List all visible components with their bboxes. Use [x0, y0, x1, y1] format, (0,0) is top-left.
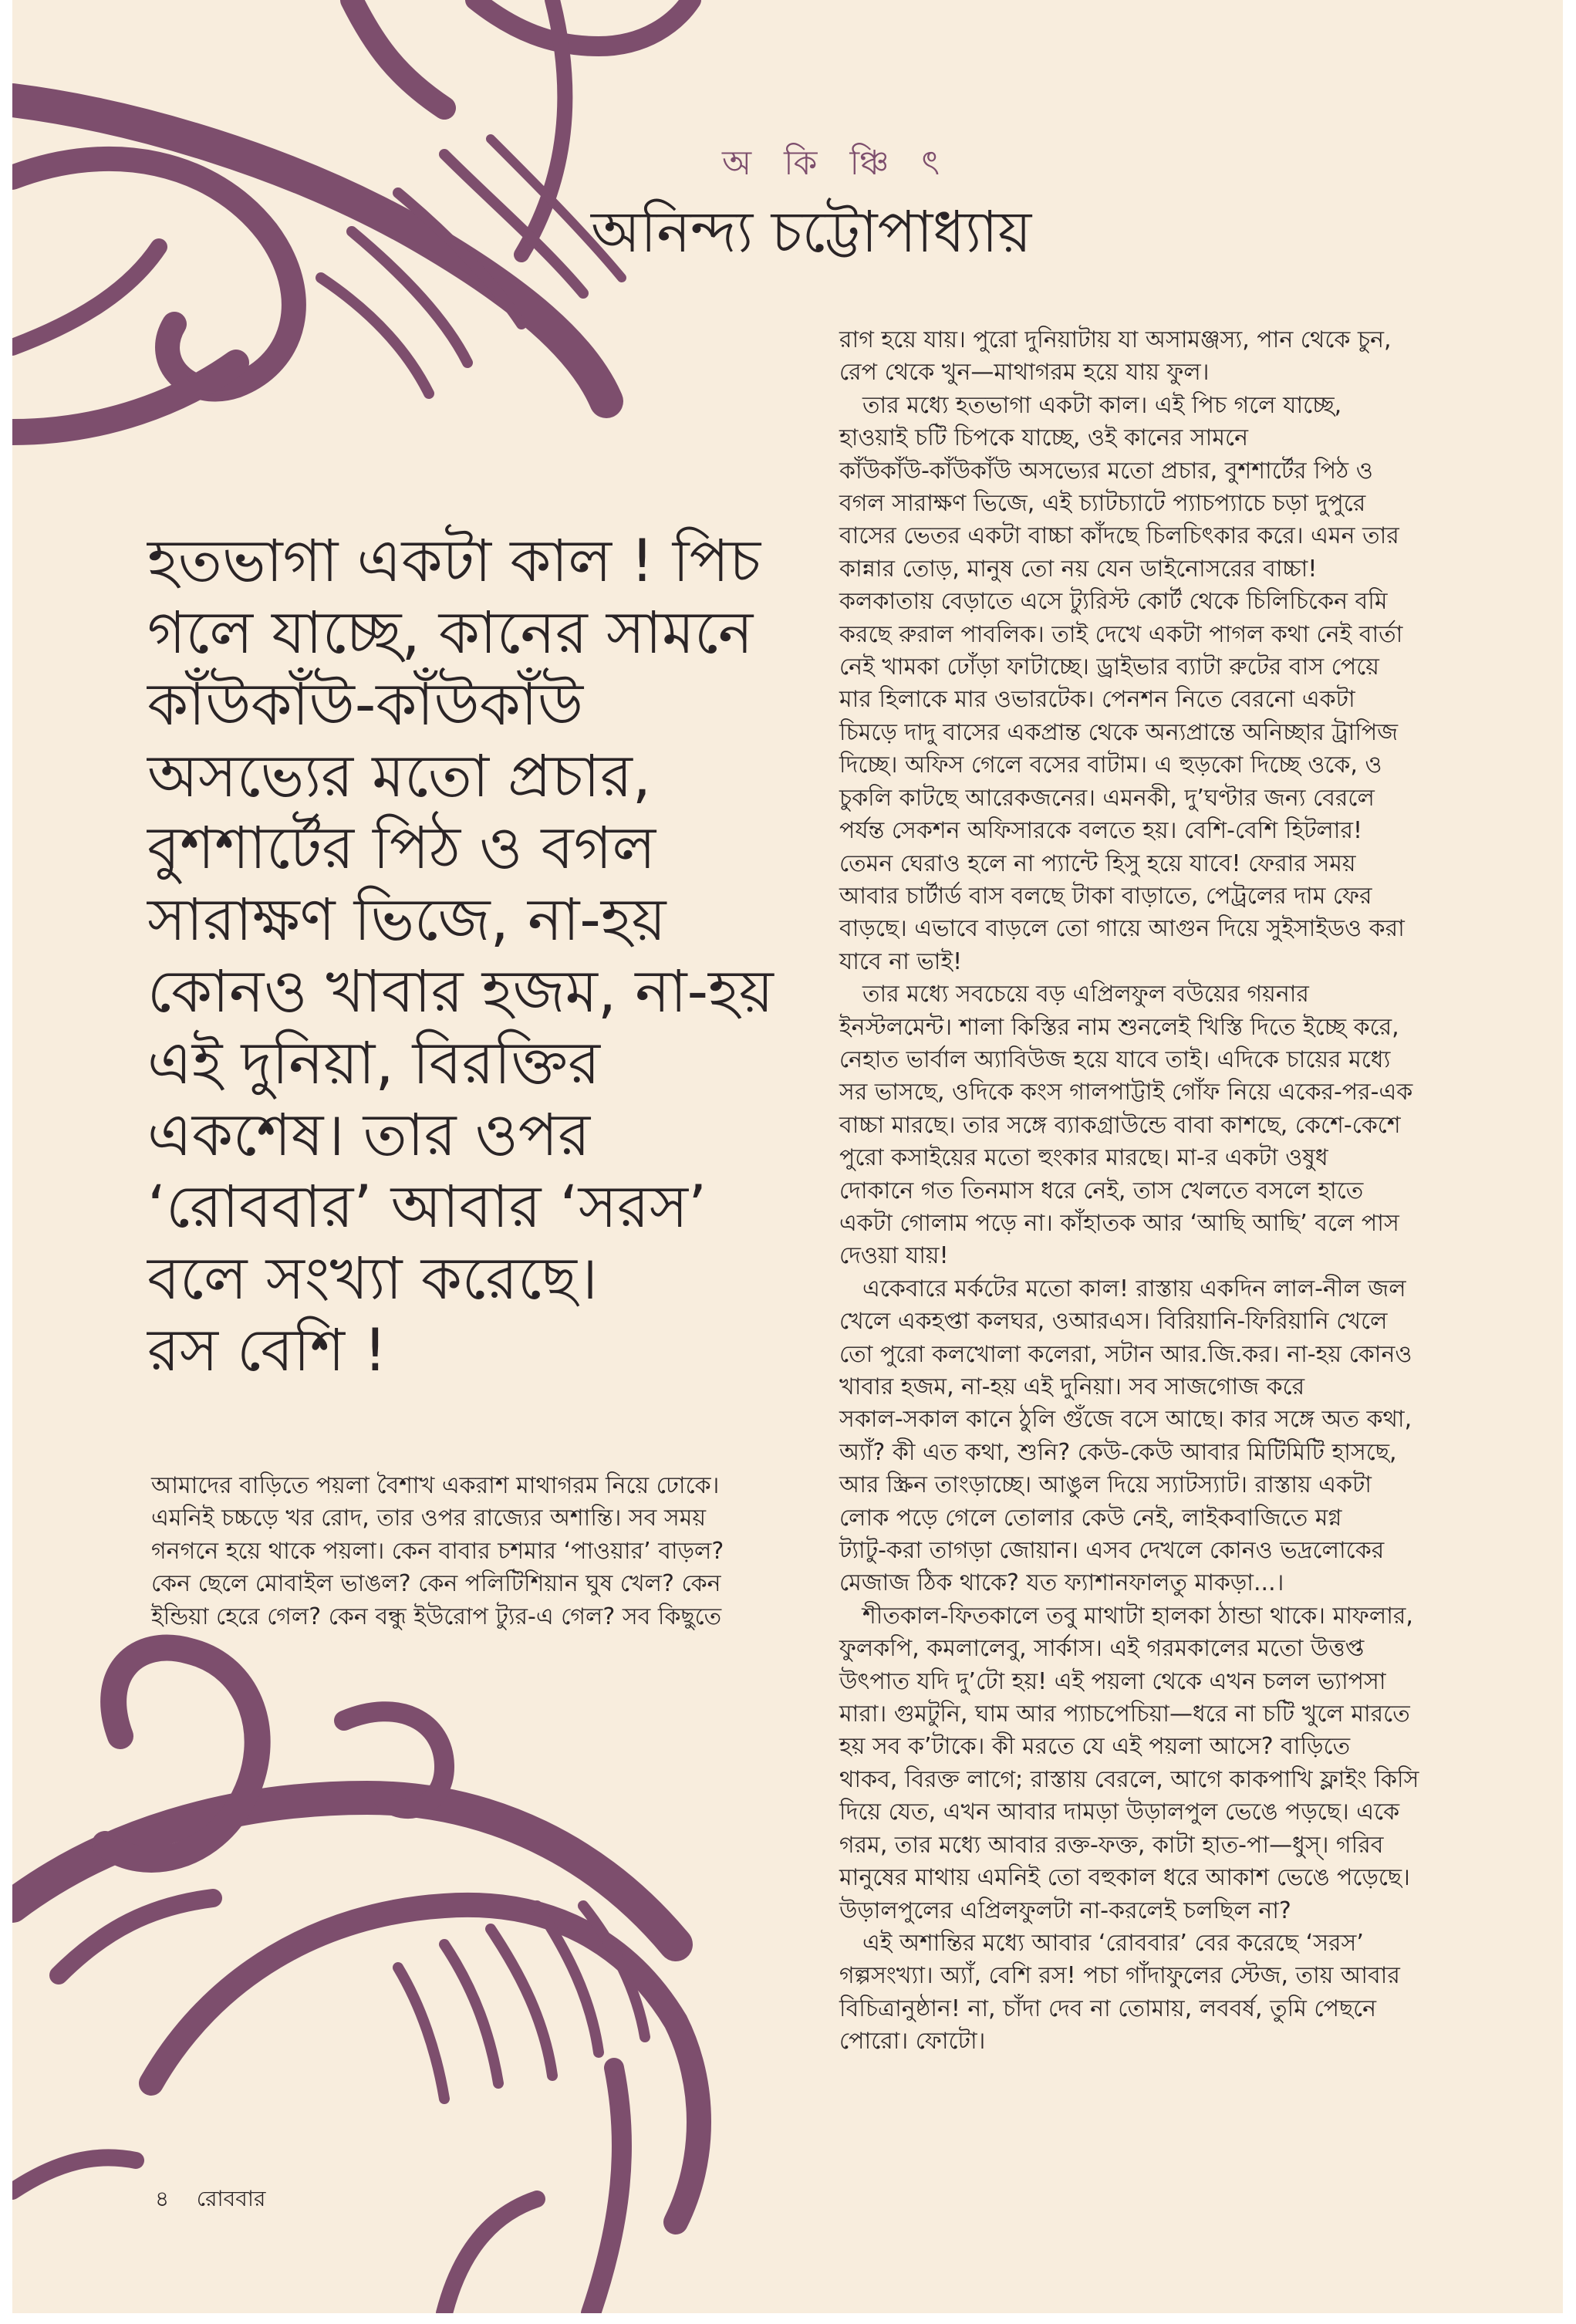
pull-quote-line: একশেষ। তার ওপর — [147, 1100, 591, 1169]
text-line: বাড়ছে। এভাবে বাড়লে তো গায়ে আগুন দিয়ে সুইসাইডও করা — [839, 915, 1405, 943]
text-line: তার মধ্যে হতভাগা একটা কাল। এই পিচ গলে যাচ্ছে, — [862, 391, 1342, 419]
text-line: মারা। গুমটুনি, ঘাম আর প্যাচপেচিয়া—ধরে না চটি খুলে মারতে — [839, 1701, 1410, 1728]
text-line: হয় সব ক’টাকে। কী মরতে যে এই পয়লা আসে? বাড়িতে — [839, 1733, 1351, 1761]
text-line: দোকানে গত তিনমাস ধরে নেই, তাস খেলতে বসলে হাতে — [839, 1177, 1364, 1204]
text-line: করছে রুরাল পাবলিক। তাই দেখে একটা পাগল কথা নেই বার্তা — [839, 620, 1403, 648]
text-line: যাবে না ভাই! — [839, 948, 963, 975]
text-line: কান্নার তোড়, মানুষ তো নয় যেন ডাইনোসরের বাচ্চা! — [839, 555, 1318, 583]
text-line: বগল সারাক্ষণ ভিজে, এই চ্যাটচ্যাটে প্যাচপ্যাচে চড়া দুপুরে — [839, 490, 1366, 518]
text-line: খাবার হজম, না-হয় এই দুনিয়া। সব সাজগোজ করে — [839, 1373, 1305, 1400]
magazine-page — [12, 0, 1563, 2313]
pull-quote-line: ‘রোববার’ আবার ‘সরস’ — [147, 1172, 707, 1241]
text-line: এমনিই চচ্চড়ে খর রোদ, তার ওপর রাজ্যের অশান্তি। সব সময় — [151, 1505, 707, 1532]
text-line: সকাল-সকাল কানে ঠুলি গুঁজে বসে আছে। কার সঙ্গে অত কথা, — [839, 1406, 1412, 1434]
text-line: বাচ্চা মারছে। তার সঙ্গে ব্যাকগ্রাউন্ডে বাবা কাশছে, কেশে-কেশে — [839, 1111, 1401, 1139]
pull-quote-line: বলে সংখ্যা করেছে। — [147, 1244, 598, 1312]
text-line: একেবারে মর্কটের মতো কাল! রাস্তায় একদিন লাল-নীল জল — [862, 1275, 1406, 1302]
text-line: শীতকাল-ফিতকালে তবু মাথাটা হালকা ঠান্ডা থাকে। মাফলার, — [862, 1602, 1413, 1630]
text-line: থাকব, বিরক্ত লাগে; রাস্তায় বেরলে, আগে কাকপাখি ফ্লাইং কিসি — [839, 1765, 1419, 1793]
text-line: পর্যন্ত সেকশন অফিসারকে বলতে হয়। বেশি-বেশি হিটলার! — [839, 817, 1363, 845]
text-line: ইন্ডিয়া হেরে গেল? কেন বন্ধু ইউরোপ ট্যুর-এ গেল? সব কিছুতে — [151, 1603, 722, 1630]
text-line: নেই খামকা ঢোঁড়া ফাটাচ্ছে। ড্রাইভার ব্যাটা রুটের বাস পেয়ে — [839, 654, 1379, 681]
text-line: বিচিত্রানুষ্ঠান! না, চাঁদা দেব না তোমায়, লববর্ষ, তুমি পেছনে — [839, 1995, 1377, 2022]
text-line: তেমন ঘেরাও হলে না প্যান্টে হিসু হয়ে যাবে! ফেরার সময় — [839, 850, 1356, 877]
text-line: অ্যাঁ? কী এত কথা, শুনি? কেউ-কেউ আবার মিটিমিটি হাসছে, — [839, 1438, 1397, 1466]
text-line: সর ভাসছে, ওদিকে কংস গালপাট্টাই গোঁফ নিয়ে একের-পর-এক — [839, 1079, 1413, 1106]
author-name: অনিন্দ্য চট্টোপাধ্যায় — [591, 199, 1032, 265]
text-line: পোরো। ফোটো। — [839, 2028, 986, 2055]
text-line: রাগ হয়ে যায়। পুরো দুনিয়াটায় যা অসামঞ্জস্য, পান থেকে চুন, — [839, 326, 1392, 353]
text-line: দিচ্ছে। অফিস গেলে বসের বাটাম। এ হুড়কো দিচ্ছে ওকে, ও — [839, 752, 1382, 779]
text-line: আর স্ক্রিন তাংড়াচ্ছে। আঙুল দিয়ে স্যাটস্যাট। রাস্তায় একটা — [839, 1471, 1372, 1499]
page-number: ৪ — [155, 2186, 170, 2211]
text-line: গরম, তার মধ্যে আবার রক্ত-ফক্ত, কাটা হাত-পা—ধুস্‌। গরিব — [839, 1831, 1384, 1859]
article-right-column — [839, 324, 1534, 2059]
text-line: দেওয়া যায়! — [839, 1242, 949, 1270]
text-line: তার মধ্যে সবচেয়ে বড় এপ্রিলফুল বউয়ের গয়নার — [862, 981, 1309, 1008]
text-line: বাসের ভেতর একটা বাচ্চা কাঁদছে চিলচিৎকার করে। এমন তার — [839, 522, 1399, 550]
text-line: কলকাতায় বেড়াতে এসে ট্যুরিস্ট কোর্ট থেকে চিলিচিকেন বমি — [839, 588, 1388, 616]
text-line: হাওয়াই চটি চিপকে যাচ্ছে, ওই কানের সামনে — [839, 424, 1248, 452]
column-label: অ কি ঞ্চি ৎ — [722, 144, 950, 183]
text-line: রেপ থেকে খুন—মাথাগরম হয়ে যায় ফুল। — [839, 359, 1210, 387]
text-line: দিয়ে যেত, এখন আবার দামড়া উড়ালপুল ভেঙে পড়ছে। একে — [839, 1799, 1400, 1826]
article-left-column — [151, 1470, 791, 1633]
text-line: তো পুরো কলখোলা কলেরা, সটান আর.জি.কর। না-হয় কোনও — [839, 1340, 1412, 1368]
text-line: চুকলি কাটছে আরেকজনের। এমনকী, দু’ঘণ্টার জন্য বেরলে — [839, 784, 1375, 812]
text-line: নেহাত ভার্বাল অ্যাবিউজ হয়ে যাবে তাই। এদিকে চায়ের মধ্যে — [839, 1045, 1391, 1073]
pull-quote — [147, 525, 795, 1386]
text-line: মেজাজ ঠিক থাকে? যত ফ্যাশানফালতু মাকড়া...। — [839, 1569, 1284, 1597]
text-line: চিমড়ে দাদু বাসের একপ্রান্ত থেকে অন্যপ্রান্তে অনিচ্ছার ট্রাপিজ — [839, 718, 1399, 746]
text-line: লোক পড়ে গেলে তোলার কেউ নেই, লাইকবাজিতে মগ্ন — [839, 1504, 1342, 1532]
pull-quote-line: সারাক্ষণ ভিজে, না-হয় — [147, 885, 667, 954]
pull-quote-line: কাঁউকাঁউ-কাঁউকাঁউ — [147, 670, 584, 738]
pull-quote-line: অসভ্যের মতো প্রচার, — [147, 741, 651, 810]
pull-quote-line: হতভাগা একটা কাল ! পিচ — [147, 526, 761, 595]
text-line: গল্পসংখ্যা। অ্যাঁ, বেশি রস! পচা গাঁদাফুলের স্টেজ, তায় আবার — [839, 1962, 1400, 1990]
text-line: ট্যাটু-করা তাগড়া জোয়ান। এসব দেখলে কোনও ভদ্রলোকের — [839, 1537, 1385, 1565]
text-line: একটা গোলাম পড়ে না। কাঁহাতক আর ‘আছি আছি’ বলে পাস — [839, 1209, 1399, 1237]
pull-quote-line: কোনও খাবার হজম, না-হয় — [147, 957, 774, 1025]
text-line: মানুষের মাথায় এমনিই তো বহুকাল ধরে আকাশ ভেঙে পড়েছে। — [839, 1864, 1410, 1892]
text-line: গনগনে হয়ে থাকে পয়লা। কেন বাবার চশমার ‘পাওয়ার’ বাড়ল? — [151, 1537, 724, 1565]
publication-name: রোববার — [196, 2186, 266, 2211]
pull-quote-line: রস বেশি ! — [147, 1316, 387, 1384]
pull-quote-line: এই দুনিয়া, বিরক্তির — [147, 1029, 600, 1097]
text-line: আবার চার্টার্ড বাস বলছে টাকা বাড়াতে, পেট্রলের দাম ফের — [839, 882, 1372, 910]
text-line: কেন ছেলে মোবাইল ভাঙল? কেন পলিটিশিয়ান ঘুষ খেল? কেন — [151, 1570, 721, 1598]
text-line: খেলে একহপ্তা কলঘর, ওআরএস। বিরিয়ানি-ফিরিয়ানি খেলে — [839, 1308, 1388, 1336]
text-line: মার হিলাকে মার ওভারটেক। পেনশন নিতে বেরনো একটা — [839, 686, 1355, 714]
text-line: ইনস্টলমেন্ট। শালা কিস্তির নাম শুনলেই খিস্তি দিতে ইচ্ছে করে, — [839, 1013, 1399, 1041]
text-line: ফুলকপি, কমলালেবু, সার্কাস। এই গরমকালের মতো উত্তপ্ত — [839, 1635, 1365, 1663]
pull-quote-line: গলে যাচ্ছে, কানের সামনে — [147, 598, 754, 667]
text-line: উৎপাত যদি দু’টো হয়! এই পয়লা থেকে এখন চলল ভ্যাপসা — [839, 1667, 1386, 1695]
text-line: কাঁউকাঁউ-কাঁউকাঁউ অসভ্যের মতো প্রচার, বুশশার্টের পিঠ ও — [839, 457, 1373, 485]
text-line: আমাদের বাড়িতে পয়লা বৈশাখ একরাশ মাথাগরম নিয়ে ঢোকে। — [151, 1472, 720, 1499]
pull-quote-line: বুশশার্টের পিঠ ও বগল — [147, 813, 656, 882]
text-line: উড়ালপুলের এপ্রিলফুলটা না-করলেই চলছিল না? — [839, 1897, 1291, 1924]
text-line: পুরো কসাইয়ের মতো হুংকার মারছে। মা-র একটা ওষুধ — [839, 1144, 1328, 1172]
text-line: এই অশান্তির মধ্যে আবার ‘রোববার’ বের করেছে ‘সরস’ — [862, 1929, 1364, 1957]
page-footer — [155, 2182, 265, 2218]
